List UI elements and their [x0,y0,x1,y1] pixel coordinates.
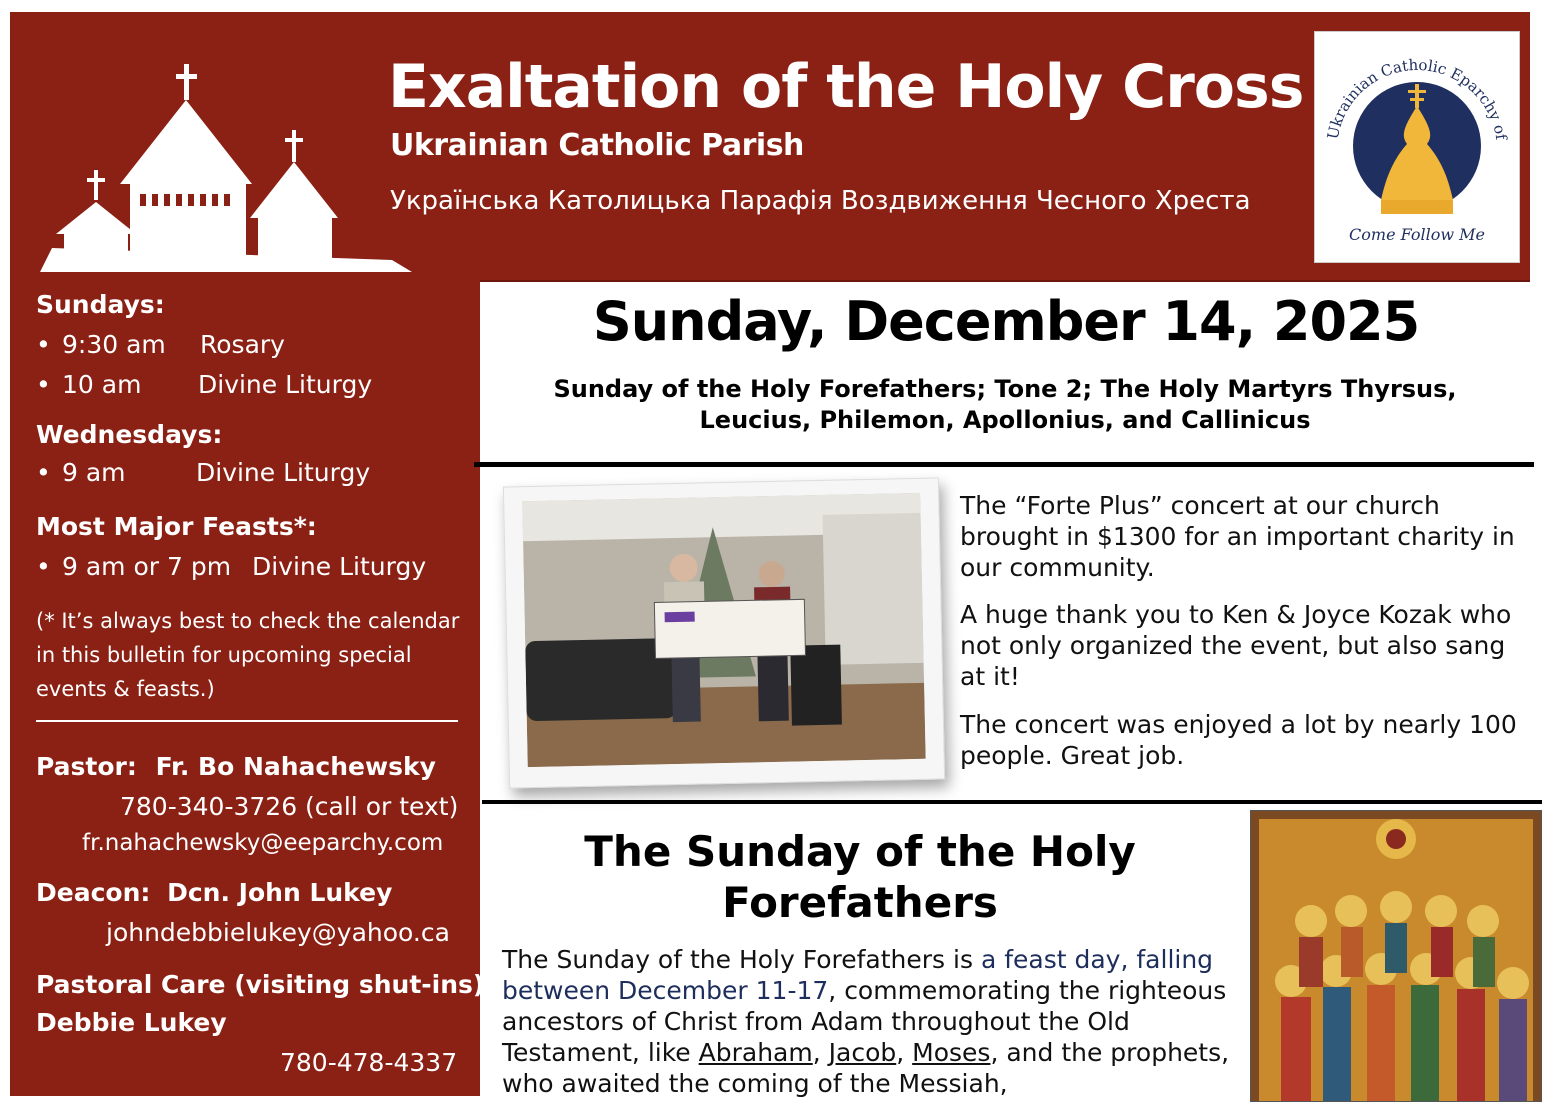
schedule-item: • 9 am Divine Liturgy [36,458,371,487]
pastor-phone: 780-340-3726 (call or text) [120,792,459,821]
bulletin-date: Sunday, December 14, 2025 [592,290,1420,353]
concert-paragraph: A huge thank you to Ken & Joyce Kozak who not only organized the event, but also sang at it! [960,600,1512,691]
deacon-email[interactable]: johndebbielukey@yahoo.ca [106,918,450,947]
feast-day-link[interactable]: a feast day, falling between December 11-17 [502,945,1214,1005]
schedule-item: • 10 am Divine Liturgy [36,370,373,399]
parish-ukrainian-name: Українська Католицька Парафія Воздвиження Чесного Хреста [390,186,1251,216]
logo-motto: Come Follow Me [1349,225,1485,244]
eparchy-seal-icon [1315,32,1519,262]
eparchy-logo [1314,31,1520,263]
pastor-line: Pastor: Fr. Bo Nahachewsky [36,752,436,781]
article-body: The Sunday of the Holy Forefathers is a feast day, falling between December 11-17, commemorating the righteous ancestors of Christ from Adam throughout the Old Testament, like Abraham, Jacob, Moses, and the prophets, who awaited the coming of the Messiah, [502,945,1230,1098]
icon-painting-icon [1251,811,1541,1101]
concert-paragraph: The “Forte Plus” concert at our church brought in $1300 for an important charity in our community. [960,491,1515,582]
feasts-heading: Most Major Feasts*: [36,512,317,541]
moses-link[interactable]: Moses [912,1038,991,1067]
parish-title: Exaltation of the Holy Cross [388,52,1304,122]
concert-photo [503,477,945,788]
schedule-item: • 9:30 am Rosary [36,330,285,359]
sundays-heading: Sundays: [36,290,165,319]
logo-arc-text: Ukrainian Catholic Eparchy of [1323,55,1511,141]
schedule-item: • 9 am or 7 pm Divine Liturgy [36,552,427,581]
section-divider [474,462,1534,467]
forefathers-icon-image [1250,810,1542,1102]
pastor-email[interactable]: fr.nahachewsky@eeparchy.com [82,830,444,856]
concert-paragraph: The concert was enjoyed a lot by nearly 100 people. Great job. [960,710,1517,770]
abraham-link[interactable]: Abraham [698,1038,813,1067]
pastoral-care-heading: Pastoral Care (visiting shut-ins): [36,970,495,999]
calendar-note: (* It’s always best to check the calendar in this bulletin for upcoming special events & feasts.) [36,609,460,701]
wednesdays-heading: Wednesdays: [36,420,223,449]
cheque-presentation-image [522,493,925,767]
sidebar [10,280,495,1096]
deacon-line: Deacon: Dcn. John Lukey [36,878,393,907]
parish-subtitle: Ukrainian Catholic Parish [390,128,804,163]
pastoral-care-name: Debbie Lukey [36,1008,227,1037]
header-banner [10,12,1530,282]
occasion-text: Sunday of the Holy Forefathers; Tone 2; The Holy Martyrs Thyrsus, Leucius, Philemon, Apollonius, and Callinicus [553,375,1457,434]
sidebar-divider [36,720,458,722]
church-silhouette-icon [32,62,412,272]
section-divider [482,800,1542,804]
jacob-link[interactable]: Jacob [828,1038,897,1067]
article-title: The Sunday of the Holy Forefathers [584,827,1136,927]
pastoral-care-phone: 780-478-4337 [280,1048,458,1077]
